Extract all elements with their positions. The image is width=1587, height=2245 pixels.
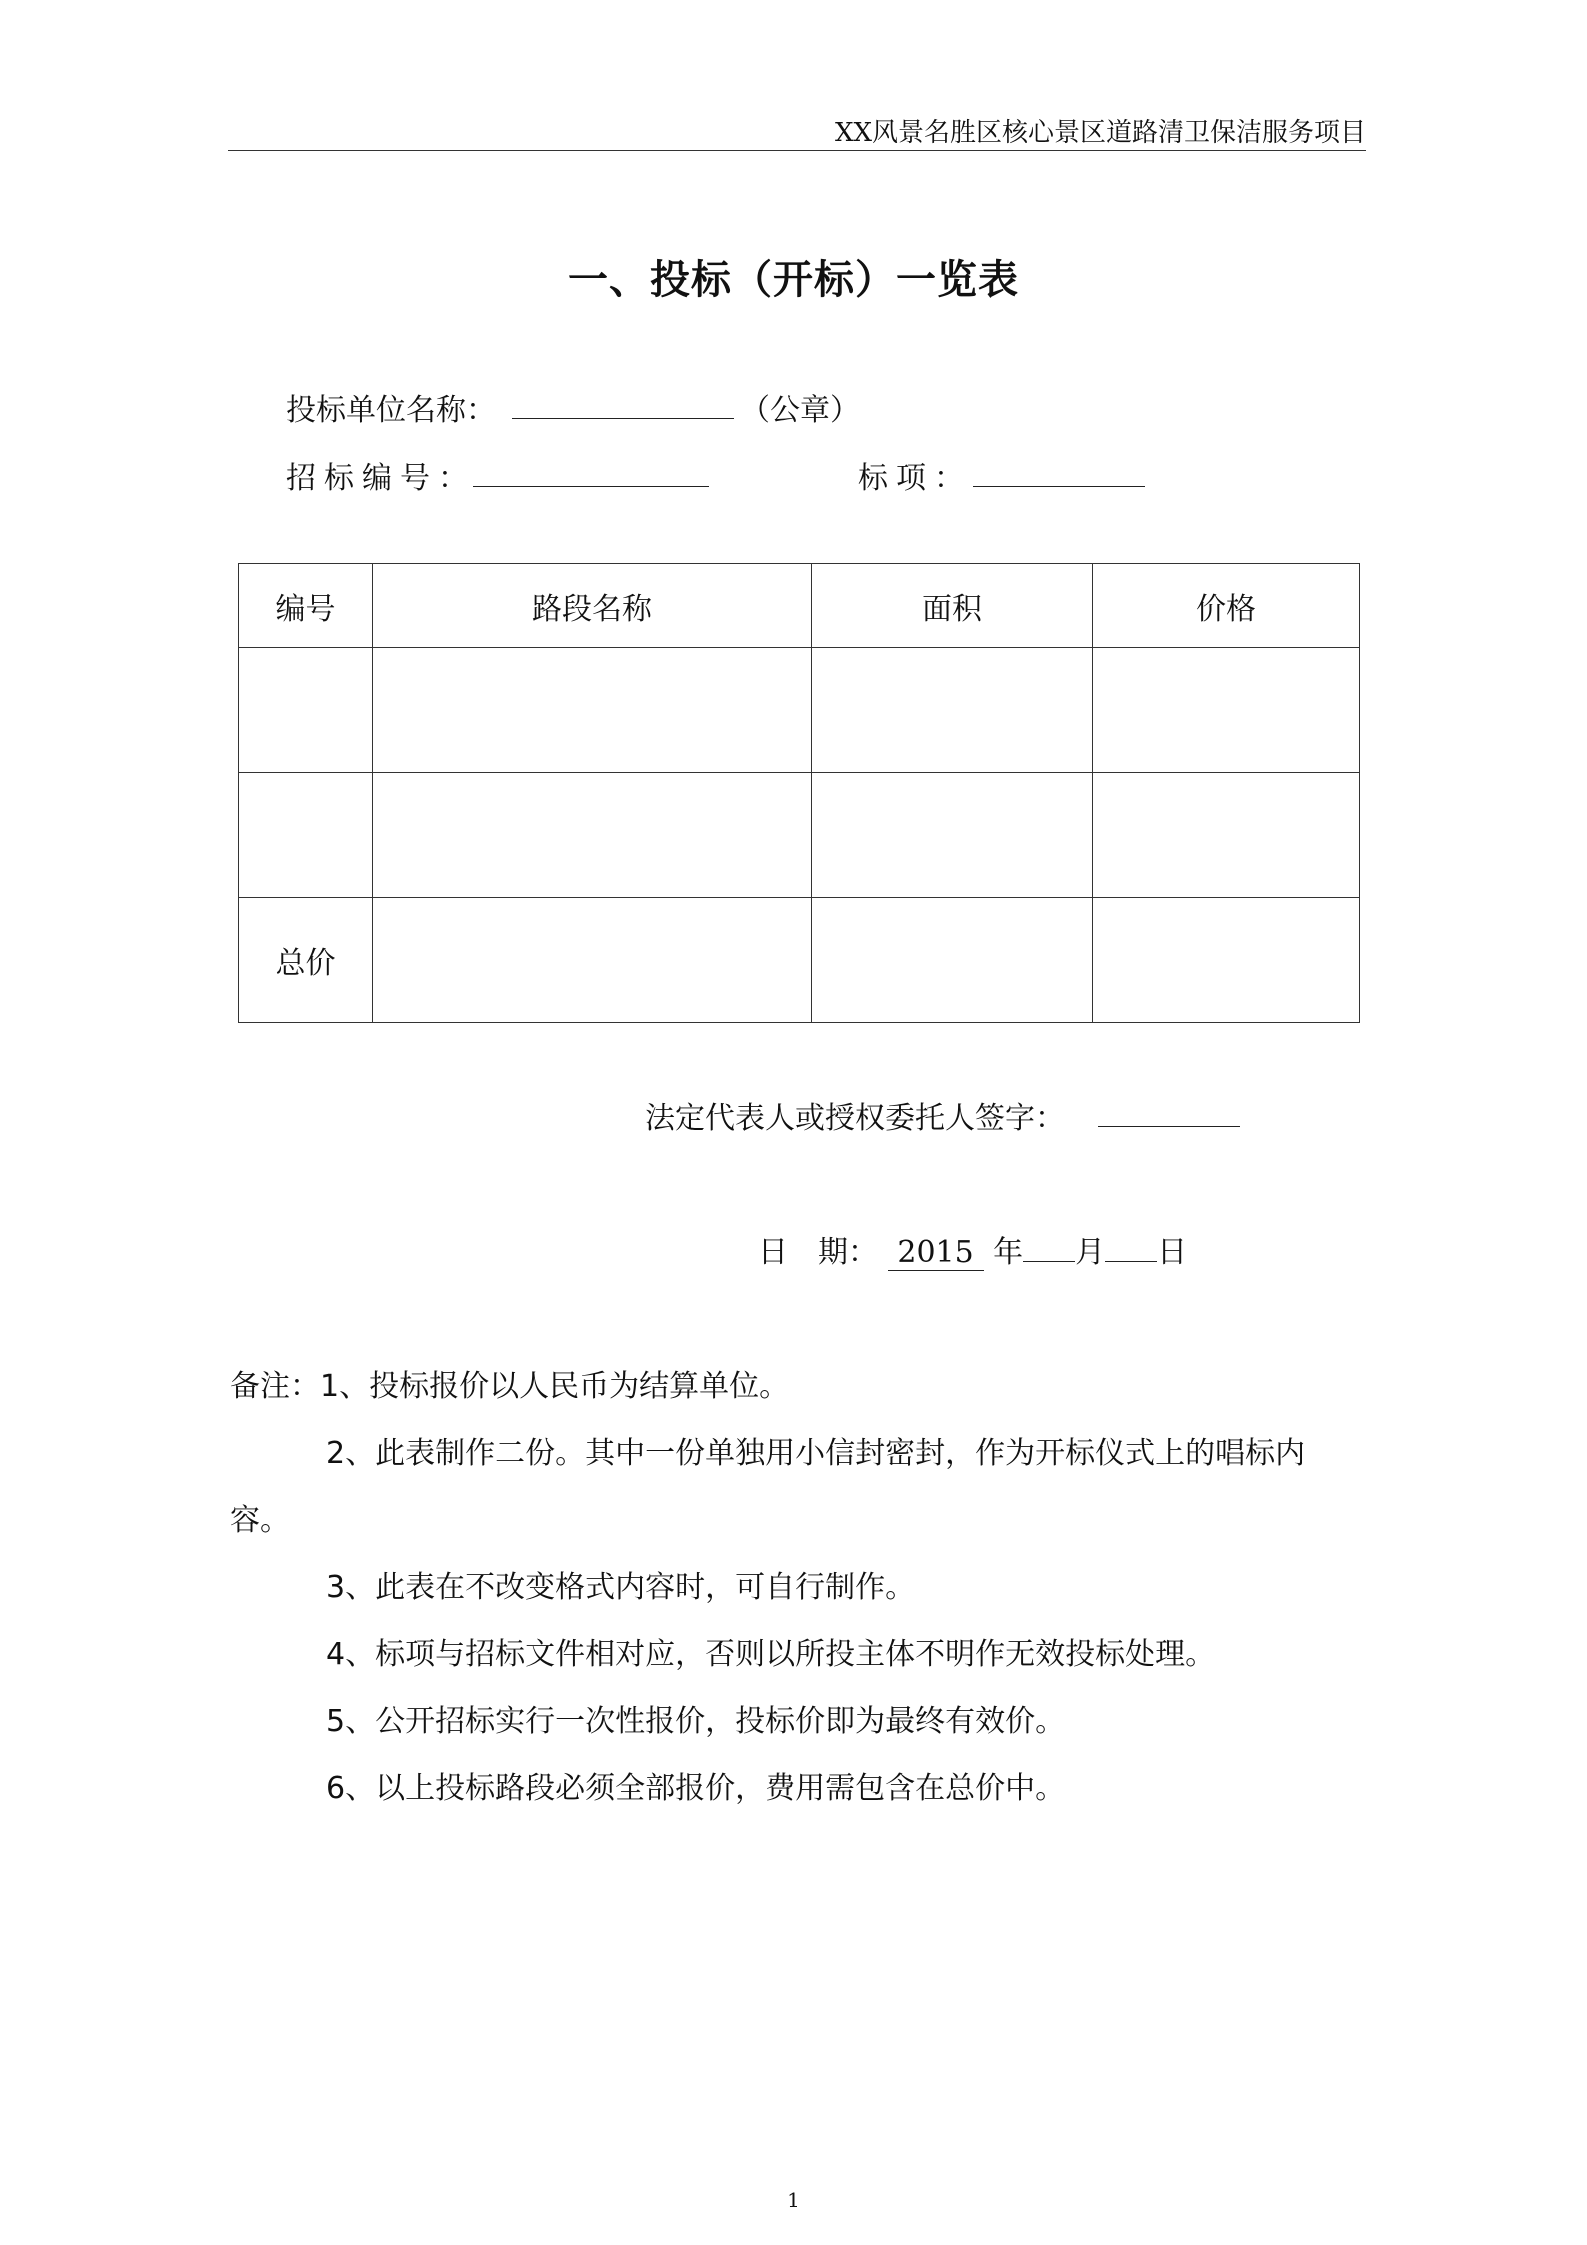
page-number: 1 [787, 2188, 800, 2212]
table-cell[interactable] [373, 648, 812, 773]
date-label: 日 期： [758, 1235, 878, 1270]
table-cell[interactable] [812, 898, 1093, 1023]
table-cell[interactable] [239, 773, 373, 898]
tender-number-blank[interactable] [473, 486, 709, 487]
month-blank[interactable] [1023, 1233, 1075, 1262]
bidder-name-label: 投标单位名称： [286, 393, 496, 428]
table-row [239, 773, 1360, 898]
note-item: 容。 [230, 1503, 290, 1538]
year-unit: 年 [993, 1235, 1024, 1270]
note-item: 3、此表在不改变格式内容时，可自行制作。 [326, 1570, 916, 1605]
header-divider [228, 150, 1366, 151]
bidder-name-blank[interactable] [512, 418, 734, 419]
seal-label: （公章） [740, 393, 860, 428]
running-header: XX风景名胜区核心景区道路清卫保洁服务项目 [834, 118, 1366, 148]
signature-label: 法定代表人或授权委托人签字： [645, 1101, 1065, 1136]
item-blank[interactable] [973, 486, 1145, 487]
note-item: 5、公开招标实行一次性报价，投标价即为最终有效价。 [326, 1704, 1066, 1739]
table-cell[interactable] [1093, 898, 1360, 1023]
day-unit: 日 [1157, 1235, 1188, 1270]
table-cell[interactable] [373, 898, 812, 1023]
total-price-label: 总价 [239, 898, 373, 1023]
table-cell[interactable] [1093, 773, 1360, 898]
table-cell[interactable] [812, 773, 1093, 898]
table-total-row [239, 898, 1360, 1023]
date-line [758, 1227, 1187, 1271]
table-row [239, 648, 1360, 773]
note-item: 6、以上投标路段必须全部报价，费用需包含在总价中。 [326, 1771, 1066, 1806]
note-line-1 [230, 1361, 789, 1405]
note-item: 4、标项与招标文件相对应，否则以所投主体不明作无效投标处理。 [326, 1637, 1216, 1672]
month-unit: 月 [1075, 1235, 1106, 1270]
table-header-row [239, 564, 1360, 648]
column-header-road-section: 路段名称 [373, 564, 812, 648]
page-title: 一、投标（开标）一览表 [568, 257, 1019, 303]
note-item: 2、此表制作二份。其中一份单独用小信封密封，作为开标仪式上的唱标内 [326, 1436, 1306, 1471]
table-cell[interactable] [812, 648, 1093, 773]
table-cell[interactable] [1093, 648, 1360, 773]
item-label: 标项： [858, 461, 972, 496]
column-header-number: 编号 [239, 564, 373, 648]
note-item: 1、投标报价以人民币为结算单位。 [320, 1369, 790, 1404]
signature-blank[interactable] [1098, 1126, 1240, 1127]
table-cell[interactable] [373, 773, 812, 898]
day-blank[interactable] [1105, 1233, 1157, 1262]
notes-prefix: 备注： [230, 1369, 320, 1404]
date-year[interactable]: 2015 [888, 1235, 984, 1271]
column-header-price: 价格 [1093, 564, 1360, 648]
tender-number-label: 招标编号： [286, 461, 476, 496]
bid-summary-table [238, 563, 1360, 1023]
column-header-area: 面积 [812, 564, 1093, 648]
table-cell[interactable] [239, 648, 373, 773]
